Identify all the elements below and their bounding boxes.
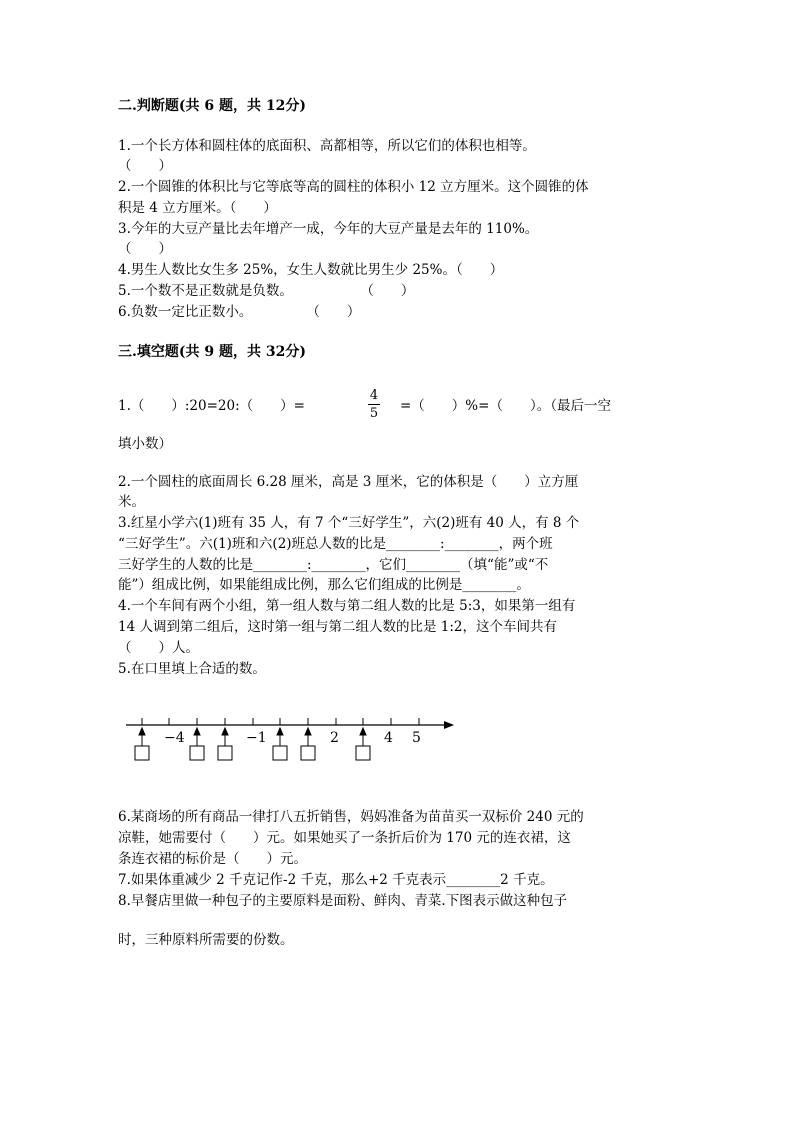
fraction-denominator: 5 [369, 406, 379, 421]
judge-q6-text[interactable]: 6.负数一定比正数小。 （ ） [118, 304, 361, 320]
judge-q3-answer[interactable]: （ ） [118, 241, 172, 257]
fraction-bar [368, 404, 380, 405]
fill-q1-part1[interactable]: 1.（ ）:20=20:（ ）= [118, 398, 305, 414]
number-line-answer-box-6[interactable] [356, 746, 370, 760]
fill-q3-line3[interactable]: 三好学生的人数的比是________:________，它们________（填“能”或“不 [118, 557, 549, 573]
fill-q3-line2[interactable]: “三好学生”。六(1)班和六(2)班总人数的比是________:________，两个班 [118, 536, 553, 552]
fill-q5-text: 5.在口里填上合适的数。 [118, 661, 266, 677]
fill-q1-note: 填小数） [118, 436, 172, 452]
number-line-label-2: 2 [330, 730, 339, 746]
number-line-answer-box-3[interactable] [218, 746, 232, 760]
number-line-ticks [142, 718, 419, 725]
number-line-figure [118, 708, 463, 768]
number-line-label-5: 5 [412, 730, 421, 746]
fill-q6-line1: 6.某商场的所有商品一律打八五折销售，妈妈准备为苗苗买一双标价 240 元的 [118, 809, 584, 825]
fill-q2-text[interactable]: 2.一个圆柱的底面周长 6.28 厘米，高是 3 厘米，它的体积是（ ）立方厘 [118, 474, 579, 490]
judge-q1-text: 1.一个长方体和圆柱体的底面积、高都相等，所以它们的体积也相等。 [118, 138, 536, 154]
judge-q5-text[interactable]: 5.一个数不是正数就是负数。 （ ） [118, 283, 415, 299]
number-line-arrowhead [444, 721, 454, 729]
fill-q4-line2: 14 人调到第二组后，这时第一组与第二组人数的比是 1:2，这个车间共有 [118, 619, 557, 635]
fill-q1-part2[interactable]: =（ ）%=（ ）。（最后一空 [400, 398, 611, 414]
fill-q8-line2: 时，三种原料所需要的份数。 [118, 932, 294, 948]
fill-q2-text-cont: 米。 [118, 494, 145, 510]
judge-q3-text: 3.今年的大豆产量比去年增产一成，今年的大豆产量是去年的 110%。 [118, 221, 539, 237]
number-line-answer-box-4[interactable] [273, 746, 287, 760]
section3-title: 三.填空题(共 9 题，共 32分) [118, 344, 306, 360]
fill-q4-line1: 4.一个车间有两个小组，第一组人数与第二组人数的比是 5:3，如果第一组有 [118, 598, 576, 614]
section2-title: 二.判断题(共 6 题，共 12分) [118, 98, 306, 114]
number-line-answer-box-5[interactable] [301, 746, 315, 760]
judge-q2-text: 2.一个圆锥的体积比与它等底等高的圆柱的体积小 12 立方厘米。这个圆锥的体 [118, 179, 589, 195]
fill-q6-line3[interactable]: 条连衣裙的标价是（ ）元。 [118, 851, 307, 867]
judge-q1-answer[interactable]: （ ） [118, 158, 172, 174]
fraction-numerator: 4 [369, 388, 379, 403]
fill-q8-line1: 8.早餐店里做一种包子的主要原料是面粉、鲜肉、青菜.下图表示做这种包子 [118, 893, 568, 909]
number-line-label-4: 4 [384, 730, 393, 746]
fill-q7-text[interactable]: 7.如果体重减少 2 千克记作-2 千克，那么+2 千克表示________2 千克。 [118, 872, 554, 888]
number-line-answer-box-2[interactable] [190, 746, 204, 760]
number-line-answer-box-1[interactable] [135, 746, 149, 760]
fill-q3-line4[interactable]: 能”）组成比例，如果能组成比例，那么它们组成的比例是________。 [118, 577, 530, 593]
fill-q4-answer[interactable]: （ ）人。 [118, 640, 199, 656]
number-line-label-neg4: −4 [164, 730, 185, 746]
number-line-label-neg1: −1 [246, 730, 267, 746]
judge-q2-text-cont[interactable]: 积是 4 立方厘米。（ ） [118, 200, 277, 216]
fill-q6-line2[interactable]: 凉鞋，她需要付（ ）元。如果她买了一条折后价为 170 元的连衣裙，这 [118, 830, 571, 846]
fill-q3-line1: 3.红星小学六(1)班有 35 人，有 7 个“三好学生”，六(2)班有 40 人，有 8 个 [118, 515, 580, 531]
fraction-four-fifths [366, 388, 382, 421]
judge-q4-text[interactable]: 4.男生人数比女生多 25%，女生人数就比男生少 25%。（ ） [118, 262, 504, 278]
